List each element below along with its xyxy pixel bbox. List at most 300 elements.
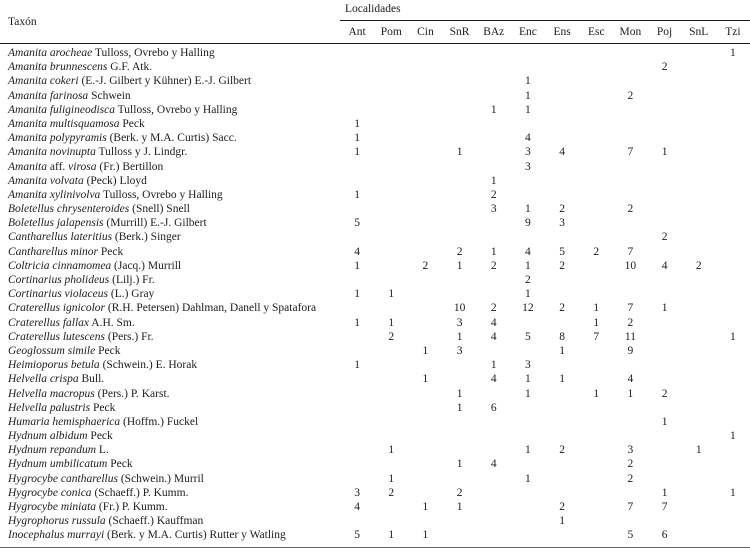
count-cell (477, 514, 511, 528)
count-cell (443, 443, 477, 457)
taxon-name-cell: Cortinarius violaceus (L.) Gray (8, 288, 155, 301)
count-cell: 3 (456, 316, 463, 329)
count-cell (374, 344, 408, 358)
count-cell (716, 145, 750, 159)
table-row (0, 103, 750, 117)
count-cell (374, 245, 408, 259)
table-row (0, 202, 750, 216)
count-cell (579, 443, 613, 457)
count-cell (443, 372, 477, 386)
count-cell (545, 429, 579, 443)
count-cell (477, 429, 511, 443)
count-cell (682, 301, 716, 315)
count-cell (579, 415, 613, 429)
count-cell (545, 188, 579, 202)
count-cell (340, 472, 374, 486)
count-cell: 1 (354, 359, 360, 372)
count-cell (340, 174, 374, 188)
count-cell (340, 46, 374, 60)
taxon-name-cell: Boletellus jalapensis (Murrill) E.-J. Gilbert (8, 217, 207, 230)
count-cell (374, 401, 408, 415)
count-cell (477, 216, 511, 230)
count-cell (477, 287, 511, 301)
count-cell (374, 74, 408, 88)
count-cell (579, 160, 613, 174)
count-cell (477, 273, 511, 287)
count-cell: 1 (422, 529, 429, 542)
count-cell: 3 (354, 486, 360, 499)
taxon-name-cell: Amanita farinosa Schwein (8, 89, 131, 102)
count-cell (408, 117, 442, 131)
count-cell: 2 (490, 302, 497, 315)
count-cell (682, 486, 716, 500)
count-cell (374, 103, 408, 117)
count-cell (613, 131, 647, 145)
count-cell (374, 301, 408, 315)
count-cell (648, 174, 682, 188)
count-cell: 3 (525, 359, 531, 372)
count-cell (545, 46, 579, 60)
count-cell (511, 344, 545, 358)
count-cell (545, 103, 579, 117)
count-cell: 2 (456, 245, 463, 258)
count-cell (545, 160, 579, 174)
taxon-name-cell: Inocephalus murrayi (Berk. y M.A. Curtis) Rutter y Watling (8, 529, 286, 542)
count-cell (408, 472, 442, 486)
count-cell: 2 (559, 203, 565, 216)
count-cell (545, 401, 579, 415)
count-cell (613, 103, 647, 117)
count-cell: 3 (525, 160, 531, 173)
locality-code-headers (340, 21, 750, 43)
taxon-name-cell: Amanita multisquamosa Peck (8, 117, 145, 130)
localities-group (340, 0, 750, 43)
table-row (0, 117, 750, 131)
count-cell: 1 (354, 259, 360, 272)
count-cell (443, 103, 477, 117)
count-cell: 4 (525, 245, 531, 258)
count-cell (545, 287, 579, 301)
count-cell (443, 429, 477, 443)
count-cell (511, 316, 545, 330)
count-cell (579, 145, 613, 159)
taxon-name-cell: Amanita arocheae Tulloss, Ovrebo y Halling (8, 47, 215, 59)
count-cell: 1 (490, 174, 497, 187)
table-row (0, 46, 750, 60)
count-cell (716, 443, 750, 457)
count-cell (579, 117, 613, 131)
count-cell (716, 74, 750, 88)
count-cell (443, 74, 477, 88)
count-cell (374, 259, 408, 273)
count-cell: 2 (661, 387, 668, 400)
count-cell (613, 117, 647, 131)
count-cell (374, 188, 408, 202)
count-cell (682, 202, 716, 216)
count-cell (340, 89, 374, 103)
count-cell (648, 472, 682, 486)
count-cell: 2 (559, 302, 565, 315)
count-cell (579, 230, 613, 244)
count-cell (340, 443, 374, 457)
count-cell: 11 (624, 330, 636, 343)
count-cell (443, 117, 477, 131)
taxon-name-cell: Cortinarius pholideus (Lilj.) Fr. (8, 274, 155, 286)
count-cell: 1 (525, 259, 531, 272)
taxon-name-cell: Craterellus fallax A.H. Sm. (8, 316, 135, 329)
count-cell (613, 60, 647, 74)
count-cell: 1 (525, 288, 531, 301)
count-cell (682, 74, 716, 88)
count-cell: 1 (388, 444, 395, 457)
count-cell (682, 46, 716, 60)
count-cell: 2 (559, 444, 565, 457)
count-cell: 1 (388, 288, 395, 301)
count-cell: 1 (456, 501, 463, 513)
count-cell (545, 472, 579, 486)
count-cell (408, 358, 442, 372)
count-cell: 1 (593, 316, 600, 329)
table-row (0, 500, 750, 514)
count-cell (374, 457, 408, 471)
count-cell: 5 (559, 245, 565, 258)
count-cell (408, 230, 442, 244)
count-cell (682, 245, 716, 259)
count-cell (511, 174, 545, 188)
count-cell: 6 (490, 401, 497, 414)
count-cell: 10 (453, 302, 466, 315)
table-row (0, 358, 750, 372)
count-cell (443, 160, 477, 174)
table-row (0, 216, 750, 230)
table-row (0, 259, 750, 273)
count-cell: 1 (354, 316, 360, 329)
count-cell: 1 (730, 330, 736, 343)
count-cell (477, 89, 511, 103)
count-cell: 7 (627, 501, 634, 513)
taxon-name-cell: Amanita fuligineodisca Tulloss, Ovrebo y Halling (8, 103, 238, 116)
count-cell (374, 202, 408, 216)
count-cell: 1 (661, 486, 668, 499)
count-cell: 1 (730, 486, 736, 499)
count-cell: 2 (627, 458, 634, 471)
count-cell: 12 (522, 302, 534, 315)
count-cell (716, 415, 750, 429)
count-cell (682, 387, 716, 401)
count-cell (648, 46, 682, 60)
count-cell (374, 160, 408, 174)
count-cell (443, 528, 477, 542)
count-cell (340, 457, 374, 471)
count-cell (716, 316, 750, 330)
count-cell (443, 188, 477, 202)
count-cell (682, 457, 716, 471)
count-cell (613, 401, 647, 415)
count-cell (408, 429, 442, 443)
count-cell (613, 174, 647, 188)
count-cell (613, 74, 647, 88)
count-cell (511, 500, 545, 514)
count-cell: 1 (525, 387, 531, 400)
count-cell (511, 429, 545, 443)
count-cell (648, 245, 682, 259)
count-cell: 1 (593, 302, 600, 315)
count-cell (682, 344, 716, 358)
count-cell: 1 (422, 373, 429, 386)
count-cell (716, 188, 750, 202)
count-cell (408, 145, 442, 159)
count-cell (682, 216, 716, 230)
count-cell (340, 330, 374, 344)
count-cell (613, 287, 647, 301)
taxon-name-cell: Amanita cokeri (E.-J. Gilbert y Kühner) E.-J. Gilbert (8, 75, 252, 88)
count-cell (648, 330, 682, 344)
count-cell (579, 46, 613, 60)
count-cell (682, 89, 716, 103)
table-row (0, 230, 750, 244)
count-cell (716, 131, 750, 145)
table-row (0, 131, 750, 145)
count-cell (545, 174, 579, 188)
count-cell (374, 145, 408, 159)
count-cell (579, 89, 613, 103)
table-row (0, 60, 750, 74)
count-cell (477, 443, 511, 457)
count-cell (408, 74, 442, 88)
taxon-name-cell: Amanita aff. virosa (Fr.) Bertillon (8, 160, 164, 173)
count-cell: 2 (627, 203, 634, 216)
count-cell: 8 (559, 330, 565, 343)
count-cell (545, 316, 579, 330)
count-cell (716, 387, 750, 401)
table-row (0, 145, 750, 159)
count-cell (648, 89, 682, 103)
count-cell (716, 216, 750, 230)
count-cell (613, 46, 647, 60)
count-cell: 1 (490, 359, 497, 372)
locality-column-header: Cin (417, 26, 434, 38)
count-cell: 4 (490, 316, 497, 329)
locality-column-header: Mon (619, 26, 642, 38)
count-cell: 2 (559, 259, 565, 272)
locality-column-header: BAz (483, 26, 505, 38)
count-cell (579, 514, 613, 528)
count-cell (716, 301, 750, 315)
count-cell: 4 (490, 373, 497, 386)
count-cell (408, 316, 442, 330)
taxon-name-cell: Amanita polypyramis (Berk. y M.A. Curtis) Sacc. (8, 132, 237, 145)
count-cell (682, 372, 716, 386)
count-cell (340, 301, 374, 315)
count-cell (682, 415, 716, 429)
count-cell (579, 500, 613, 514)
count-cell (613, 486, 647, 500)
taxon-name-cell: Hydnum albidum Peck (8, 430, 113, 443)
count-cell: 1 (354, 188, 360, 201)
count-cell (374, 60, 408, 74)
table-row (0, 330, 750, 344)
count-cell (716, 259, 750, 273)
count-cell (613, 415, 647, 429)
count-cell (682, 528, 716, 542)
count-cell: 9 (525, 217, 531, 230)
count-cell: 6 (661, 529, 668, 542)
taxon-column-header: Taxón (8, 15, 37, 28)
count-cell (579, 131, 613, 145)
count-cell: 1 (593, 387, 600, 400)
taxon-name-cell: Hydnum repandum L. (8, 444, 109, 457)
table-row (0, 160, 750, 174)
taxon-name-cell: Cantharellus lateritius (Berk.) Singer (8, 231, 181, 244)
table-row (0, 457, 750, 471)
locality-column-header: Poj (656, 26, 673, 38)
count-cell (408, 486, 442, 500)
count-cell (477, 528, 511, 542)
count-cell: 4 (661, 259, 668, 272)
table-row (0, 514, 750, 528)
count-cell (579, 259, 613, 273)
count-cell (648, 103, 682, 117)
count-cell: 1 (525, 472, 531, 485)
count-cell (682, 401, 716, 415)
count-cell (340, 202, 374, 216)
count-cell: 1 (661, 415, 668, 428)
count-cell (374, 387, 408, 401)
count-cell: 1 (388, 529, 395, 542)
taxon-name-cell: Hygrophorus russula (Schaeff.) Kauffman (8, 515, 204, 528)
taxon-name-cell: Hygrocybe miniata (Fr.) P. Kumm. (8, 501, 168, 513)
count-cell (579, 372, 613, 386)
count-cell (374, 415, 408, 429)
count-cell (648, 74, 682, 88)
count-cell (579, 74, 613, 88)
count-cell (477, 472, 511, 486)
count-cell: 3 (627, 444, 634, 457)
count-cell (613, 429, 647, 443)
count-cell (477, 60, 511, 74)
count-cell (374, 230, 408, 244)
count-cell (408, 245, 442, 259)
count-cell (579, 273, 613, 287)
locality-column-header: Tzi (725, 26, 741, 38)
count-cell: 1 (490, 103, 497, 116)
count-cell (682, 287, 716, 301)
count-cell: 2 (388, 330, 395, 343)
count-cell (477, 160, 511, 174)
count-cell: 1 (354, 132, 360, 145)
count-cell: 1 (456, 401, 463, 414)
count-cell (374, 216, 408, 230)
table-row (0, 273, 750, 287)
taxon-name-cell: Hydnum umbilicatum Peck (8, 458, 133, 471)
count-cell: 2 (525, 274, 531, 286)
count-cell (579, 486, 613, 500)
table-row (0, 245, 750, 259)
count-cell (408, 188, 442, 202)
count-cell (408, 387, 442, 401)
count-cell (545, 457, 579, 471)
count-cell (545, 358, 579, 372)
count-cell (648, 160, 682, 174)
taxon-name-cell: Helvella palustris Peck (8, 401, 116, 414)
table-body (0, 44, 750, 548)
count-cell (716, 60, 750, 74)
count-cell (613, 160, 647, 174)
count-cell: 2 (456, 486, 463, 499)
count-cell (648, 457, 682, 471)
count-cell (511, 528, 545, 542)
count-cell (648, 188, 682, 202)
count-cell (682, 117, 716, 131)
count-cell (340, 401, 374, 415)
count-cell (579, 216, 613, 230)
count-cell (613, 273, 647, 287)
count-cell: 1 (525, 373, 531, 386)
taxon-name-cell: Geoglossum simile Peck (8, 344, 121, 357)
count-cell (477, 344, 511, 358)
count-cell (579, 287, 613, 301)
count-cell (408, 202, 442, 216)
count-cell: 1 (730, 430, 736, 443)
count-cell (443, 472, 477, 486)
table-row (0, 316, 750, 330)
count-cell (340, 60, 374, 74)
taxon-name-cell: Helvella crispa Bull. (8, 373, 105, 386)
count-cell: 1 (559, 515, 565, 528)
count-cell (648, 358, 682, 372)
count-cell: 1 (422, 344, 429, 357)
count-cell (682, 514, 716, 528)
count-cell (408, 89, 442, 103)
count-cell (648, 216, 682, 230)
count-cell: 5 (354, 529, 360, 542)
taxon-name-cell: Amanita novinupta Tulloss y J. Lindgr. (8, 146, 188, 159)
count-cell: 1 (456, 259, 463, 272)
count-cell: 2 (490, 188, 497, 201)
count-cell (511, 457, 545, 471)
count-cell: 4 (525, 132, 531, 145)
locality-column-header: Esc (587, 26, 605, 38)
count-cell (682, 316, 716, 330)
count-cell (545, 415, 579, 429)
count-cell (579, 174, 613, 188)
count-cell (408, 174, 442, 188)
table-row (0, 174, 750, 188)
count-cell (613, 188, 647, 202)
count-cell: 2 (422, 259, 429, 272)
count-cell (545, 528, 579, 542)
table-row (0, 74, 750, 88)
locality-column-header: SnL (689, 26, 709, 38)
count-cell: 2 (627, 89, 634, 102)
count-cell (682, 145, 716, 159)
count-cell (716, 472, 750, 486)
table-row (0, 387, 750, 401)
count-cell: 3 (525, 146, 531, 159)
count-cell: 1 (559, 373, 565, 386)
count-cell (511, 60, 545, 74)
table-row (0, 486, 750, 500)
count-cell (374, 131, 408, 145)
count-cell: 7 (627, 146, 634, 159)
count-cell (716, 514, 750, 528)
count-cell: 1 (422, 501, 429, 513)
count-cell (511, 188, 545, 202)
count-cell: 1 (354, 146, 360, 159)
table-row (0, 372, 750, 386)
count-cell (443, 60, 477, 74)
count-cell (511, 230, 545, 244)
